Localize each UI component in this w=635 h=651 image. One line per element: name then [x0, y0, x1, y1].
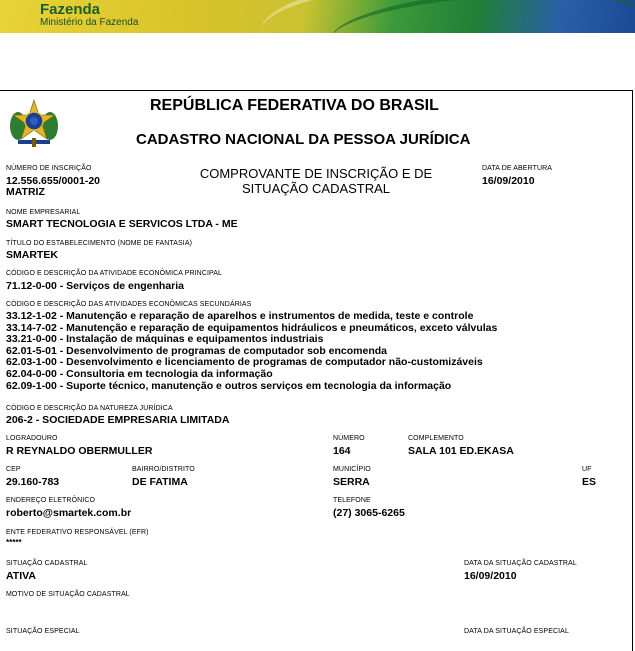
abertura-label: DATA DE ABERTURA — [482, 165, 553, 172]
numero-value: 164 — [333, 445, 351, 457]
comprovante-title — [186, 166, 446, 196]
email-value: roberto@smartek.com.br — [6, 507, 132, 519]
list-item: 62.04-0-00 - Consultoria em tecnologia da informação — [6, 367, 273, 380]
complemento-label: COMPLEMENTO — [408, 435, 464, 442]
telefone-label: TELEFONE — [333, 497, 371, 504]
situacao-especial-label: SITUAÇÃO ESPECIAL — [6, 628, 80, 635]
atividades-secundarias-list — [6, 311, 497, 392]
fantasia-value: SMARTEK — [6, 249, 58, 261]
banner-subtitle: Ministério da Fazenda — [40, 17, 139, 28]
cep-label: CEP — [6, 466, 21, 473]
list-item: 33.21-0-00 - Instalação de máquinas e equipamentos industriais — [6, 333, 324, 346]
abertura-value: 16/09/2010 — [482, 175, 535, 187]
efr-label: ENTE FEDERATIVO RESPONSÁVEL (EFR) — [6, 529, 149, 536]
natureza-value: 206-2 - SOCIEDADE EMPRESARIA LIMITADA — [6, 414, 230, 426]
email-label: ENDEREÇO ELETRÔNICO — [6, 497, 96, 504]
municipio-value: SERRA — [333, 476, 370, 488]
logradouro-label: LOGRADOURO — [6, 435, 58, 442]
banner-title: Fazenda — [40, 1, 101, 18]
nome-empresarial-label: NOME EMPRESARIAL — [6, 209, 81, 216]
fantasia-label: TÍTULO DO ESTABELECIMENTO (NOME DE FANTASIA) — [6, 240, 193, 247]
nome-empresarial-value: SMART TECNOLOGIA E SERVICOS LTDA - ME — [6, 218, 238, 230]
atividades-secundarias-label: CÓDIGO E DESCRIÇÃO DAS ATIVIDADES ECONÔMICAS SECUNDÁRIAS — [6, 301, 252, 308]
atividade-principal-value: 71.12-0-00 - Serviços de engenharia — [6, 280, 185, 292]
bairro-label: BAIRRO/DISTRITO — [132, 466, 195, 473]
situacao-value: ATIVA — [6, 570, 36, 582]
ministry-banner — [0, 0, 635, 33]
bairro-value: DE FATIMA — [132, 476, 188, 488]
inscricao-label: NÚMERO DE INSCRIÇÃO — [6, 165, 92, 172]
list-item: 62.03-1-00 - Desenvolvimento e licenciamento de programas de computador não-customizáveis — [6, 356, 483, 369]
uf-value: ES — [582, 476, 597, 488]
cep-value: 29.160-783 — [6, 476, 60, 488]
numero-label: NÚMERO — [333, 435, 365, 442]
data-situacao-especial-label: DATA DA SITUAÇÃO ESPECIAL — [464, 628, 569, 635]
data-situacao-value: 16/09/2010 — [464, 570, 517, 582]
municipio-label: MUNICÍPIO — [333, 466, 371, 473]
inscricao-type: MATRIZ — [6, 186, 45, 198]
data-situacao-label: DATA DA SITUAÇÃO CADASTRAL — [464, 560, 577, 567]
coat-of-arms-icon — [8, 98, 60, 148]
list-item: 62.01-5-01 - Desenvolvimento de programas de computador sob encomenda — [6, 344, 388, 357]
comprovante-line2: SITUAÇÃO CADASTRAL — [241, 181, 391, 196]
comprovante-line1: COMPROVANTE DE INSCRIÇÃO E DE — [199, 166, 433, 181]
logradouro-value: R REYNALDO OBERMULLER — [6, 445, 153, 457]
telefone-value: (27) 3065-6265 — [333, 507, 405, 519]
list-item: 33.14-7-02 - Manutenção e reparação de equipamentos hidráulicos e pneumáticos, exceto válvulas — [6, 321, 498, 334]
atividade-principal-label: CÓDIGO E DESCRIÇÃO DA ATIVIDADE ECONÔMICA PRINCIPAL — [6, 270, 223, 277]
document-title: REPÚBLICA FEDERATIVA DO BRASIL — [150, 97, 439, 114]
list-item: 33.12-1-02 - Manutenção e reparação de aparelhos e instrumentos de medida, teste e controle — [6, 310, 474, 322]
complemento-value: SALA 101 ED.EKASA — [408, 445, 514, 457]
situacao-label: SITUAÇÃO CADASTRAL — [6, 560, 88, 567]
efr-value: ***** — [6, 538, 22, 547]
uf-label: UF — [582, 466, 592, 473]
natureza-label: CÓDIGO E DESCRIÇÃO DA NATUREZA JURÍDICA — [6, 405, 173, 412]
list-item: 62.09-1-00 - Suporte técnico, manutenção e outros serviços em tecnologia da informação — [6, 379, 452, 392]
motivo-label: MOTIVO DE SITUAÇÃO CADASTRAL — [6, 591, 130, 598]
document-subtitle: CADASTRO NACIONAL DA PESSOA JURÍDICA — [136, 131, 471, 148]
inscricao-value: 12.556.655/0001-20 — [6, 175, 101, 187]
